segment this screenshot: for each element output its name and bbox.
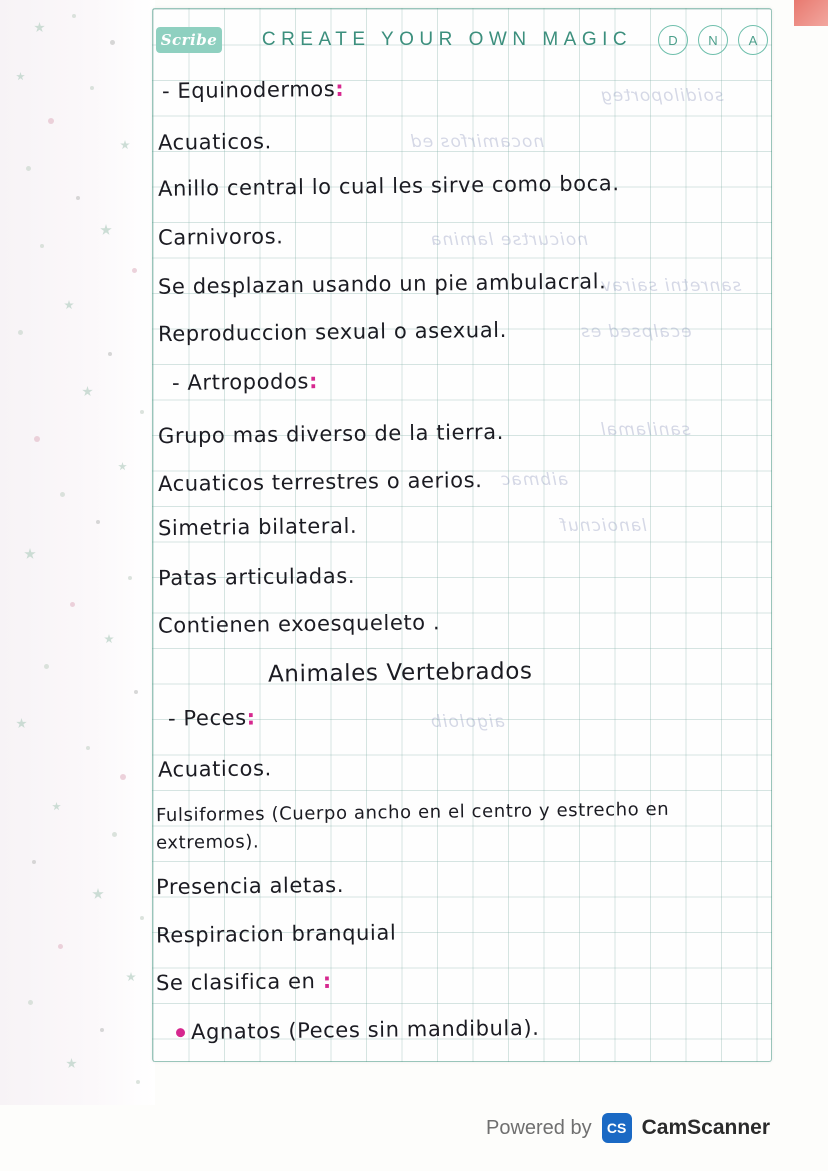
- note-line-heading-peces: [168, 705, 255, 730]
- bleed-through-text: sanilamal: [600, 420, 691, 440]
- bleed-through-text: noicurtse lamina: [430, 230, 589, 250]
- tape-corner-decoration: [794, 0, 828, 26]
- note-line: Patas articuladas.: [157, 563, 356, 591]
- note-line: Grupo mas diverso de la tierra.: [157, 419, 505, 449]
- header-circle-d: D: [658, 25, 688, 55]
- header-circle-group: [658, 25, 770, 55]
- note-text: - Artropodos: [171, 369, 310, 395]
- note-line: Simetria bilateral.: [157, 513, 358, 541]
- bleed-through-text: aibmac: [500, 470, 569, 490]
- note-text: - Equinodermos: [161, 76, 336, 104]
- pink-colon-icon: :: [335, 76, 344, 101]
- note-line: Anillo central lo cual les sirve como boca.: [157, 171, 620, 201]
- bleed-through-text: nocamirfos ed: [410, 132, 545, 152]
- note-line: Acuaticos.: [157, 756, 272, 782]
- note-line: Se desplazan usando un pie ambulacral.: [157, 269, 607, 299]
- pink-bullet-icon: [176, 1028, 185, 1037]
- powered-by-label: Powered by: [485, 1116, 592, 1139]
- header-circle-n: N: [698, 25, 728, 55]
- note-text: Se clasifica en: [155, 969, 316, 996]
- note-line-continuation: extremos).: [155, 831, 260, 854]
- note-bullet-agnatos: [176, 1016, 540, 1044]
- pink-colon-icon: :: [308, 369, 318, 394]
- bleed-through-text: aigoloib: [430, 712, 505, 732]
- note-line-heading-equinodermos: [162, 77, 344, 103]
- glitter-margin-decoration: [0, 0, 155, 1105]
- header-circle-a: A: [738, 25, 768, 55]
- notebook-header: [152, 14, 770, 66]
- bleed-through-text: lanoicnuf: [560, 516, 647, 536]
- note-section-title-animales-vertebrados: Animales Vertebrados: [267, 658, 533, 688]
- note-line: Fulsiformes (Cuerpo ancho en el centro y estrecho en: [155, 798, 670, 827]
- note-line: Respiracion branquial: [155, 920, 397, 948]
- camscanner-logo-icon: CS: [602, 1113, 632, 1143]
- note-line: Carnivoros.: [157, 224, 284, 250]
- bleed-through-text: sanretni sairav: [600, 276, 742, 296]
- note-line: Contienen exoesqueleto .: [157, 610, 441, 638]
- note-line: Reproduccion sexual o asexual.: [157, 317, 508, 347]
- note-line: Presencia aletas.: [155, 872, 345, 900]
- page-title: CREATE YOUR OWN MAGIC: [261, 29, 633, 50]
- pink-colon-icon: :: [322, 968, 332, 994]
- note-line-heading-artropodos: [172, 369, 318, 395]
- note-line: Acuaticos.: [157, 129, 272, 155]
- bleed-through-text: soidiloporteg: [600, 86, 724, 106]
- camscanner-footer: [0, 1113, 828, 1143]
- note-line-se-clasifica-en: [156, 969, 331, 995]
- note-text: - Peces: [167, 705, 247, 731]
- bleed-through-text: ecalpsed es: [580, 322, 692, 342]
- note-line: Acuaticos terrestres o aerios.: [157, 468, 483, 496]
- camscanner-name: CamScanner: [641, 1116, 770, 1139]
- pink-colon-icon: :: [246, 705, 256, 730]
- note-text: Agnatos (Peces sin mandibula).: [190, 1015, 540, 1045]
- scribe-logo: Scribe: [156, 27, 222, 53]
